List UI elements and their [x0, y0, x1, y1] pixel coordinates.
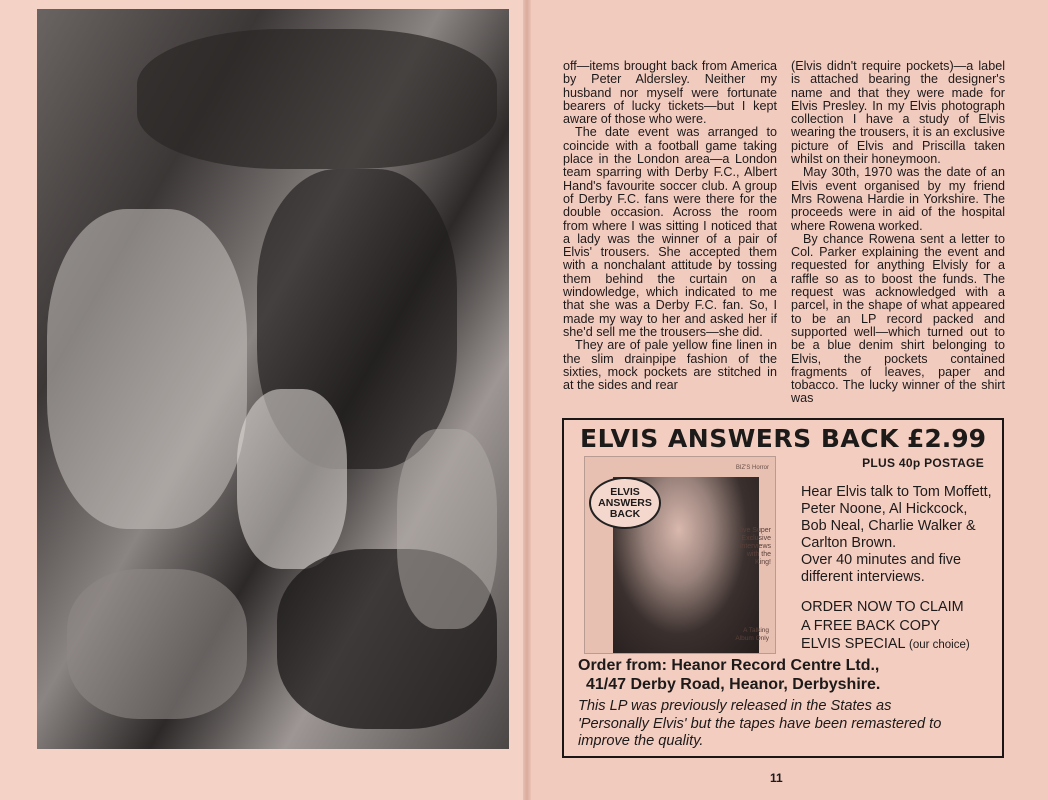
order-line: A FREE BACK COPY	[801, 617, 941, 634]
article-column-1	[563, 60, 777, 392]
cover-bubble-line: ANSWERS	[598, 497, 652, 509]
ad-details: Over 40 minutes and five different interviews.	[801, 552, 961, 585]
cover-foot-text: A Talking Album Only	[735, 627, 769, 642]
paragraph: (Elvis didn't require pockets)—a label is attached bearing the designer's name and that they were made for Elvis Presley. In my Elvis photograph collection I have a study of Elvis wearing the trousers, it is an exclusive picture of Elvis and Priscilla taken whilst on their honeymoon.	[791, 59, 1005, 167]
page-number: 11	[770, 771, 783, 785]
cover-speech-bubble	[589, 477, 661, 529]
order-from	[578, 657, 880, 694]
order-line: ELVIS SPECIAL	[801, 636, 905, 652]
order-from-line: Order from: Heanor Record Centre Ltd.,	[578, 657, 880, 674]
order-choice: (our choice)	[908, 639, 970, 651]
cover-bubble-line: ELVIS	[610, 486, 640, 498]
ad-note: This LP was previously released in the States as 'Personally Elvis' but the tapes have been remastered to improve the quality.	[578, 698, 942, 749]
ad-order-offer	[801, 598, 1001, 655]
paragraph: The date event was arranged to coincide with a football game taking place in the London area—a London team sparring with Derby F.C., Albert Hand's favourite soccer club. A group of Derby F.C. fans were there for the double occasion. Across the room from where I was sitting I noticed that a lady was the winner of a pair of Elvis' trousers. She accepted them with a nonchalant attitude by tossing them behind the curtain on a windowledge, which indicated to me that she was a Derby F.C. fan. So, I made my way to her and asked her if she'd sell me the trousers—she did.	[563, 125, 777, 339]
ad-description	[801, 484, 996, 586]
ad-title: ELVIS ANSWERS BACK	[580, 424, 899, 453]
paragraph: They are of pale yellow fine linen in the slim drainpipe fashion of the sixties, mock pockets are stitched in at the sides and rear	[563, 338, 777, 393]
article-column-2	[791, 60, 1005, 406]
order-address: 41/47 Derby Road, Heanor, Derbyshire.	[586, 675, 881, 693]
dance-photo	[37, 9, 509, 749]
cover-side-text: Five Super Exclusive Interviews with the King!	[737, 527, 771, 566]
paragraph: By chance Rowena sent a letter to Col. Parker explaining the event and requested for anything Elvisly for a raffle so as to boost the funds. The request was acknowledged with a parcel, in the shape of what appeared to be an LP record packed and supported well—which turned out to be a blue denim shirt belonging to Elvis, the pockets contained fragments of leaves, paper and tobacco. The lucky winner of the shirt was	[791, 231, 1005, 406]
ad-postage: PLUS 40p POSTAGE	[862, 456, 984, 470]
advertisement	[562, 418, 1004, 758]
album-cover	[584, 456, 776, 654]
spine	[523, 0, 531, 800]
ad-description-text: Hear Elvis talk to Tom Moffett, Peter Noone, Al Hickcock, Bob Neal, Charlie Walker & Carlton Brown.	[801, 484, 992, 551]
paragraph: off—items brought back from America by Peter Aldersley. Neither my husband nor myself were fortunate bearers of lucky tickets—but I kept aware of those who were.	[563, 59, 777, 127]
order-line: ORDER NOW TO CLAIM	[801, 599, 964, 615]
cover-bubble-line: BACK	[609, 508, 641, 520]
ad-price: £2.99	[906, 424, 986, 453]
paragraph: May 30th, 1970 was the date of an Elvis event organised by my friend Mrs Rowena Hardie in Yorkshire. The proceeds were in aid of the hospital where Rowena worked.	[791, 165, 1005, 233]
cover-label: BIZ'S Horror	[735, 465, 769, 471]
